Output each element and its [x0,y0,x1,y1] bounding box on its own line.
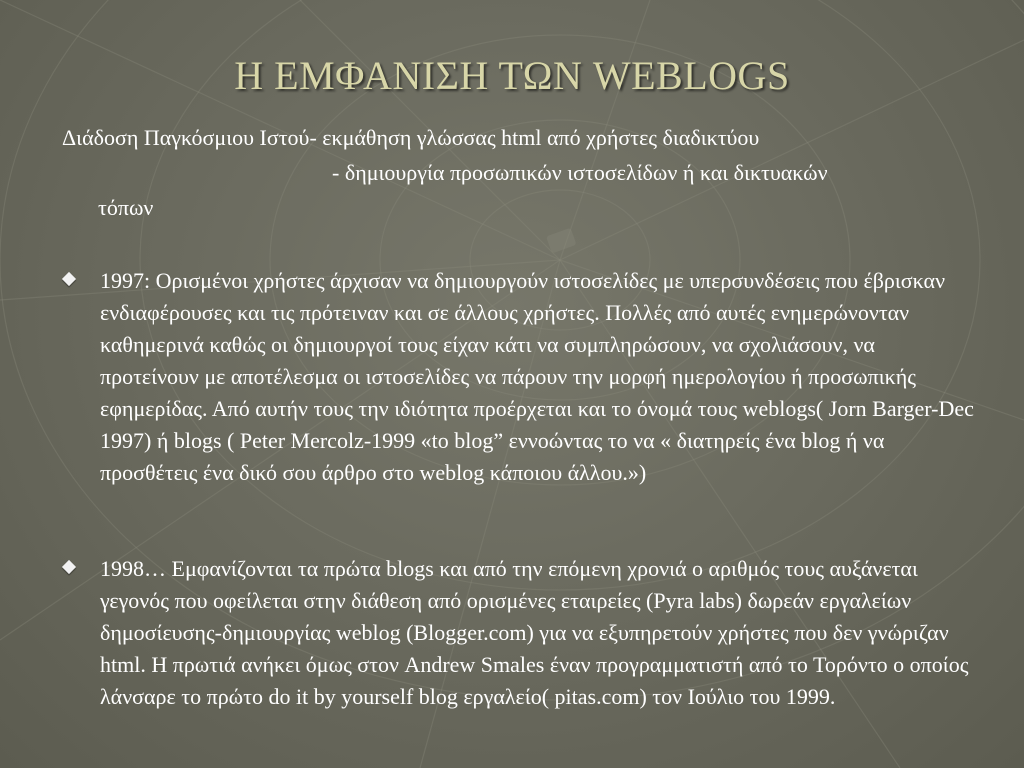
intro-paragraph [62,120,962,225]
diamond-bullet-icon [62,272,76,286]
bullet-text [100,265,974,489]
bullet-text [100,553,974,713]
bullet-lead: 1998… [100,556,166,581]
intro-line-3: τόπων [98,195,154,220]
bullet-body: Εμφανίζονται τα πρώτα blogs και από την επόμενη χρονιά ο αριθμός τους αυξάνεται γεγονός που οφείλεται στην διάθεση από ορισμένες εταιρείες (Pyra labs) δωρεάν εργαλείων δημοσίευσης-δημιουργίας weblog (Blogger.com) για να εξυπηρετούν χρήστες που δεν γνώριζαν html. Η πρωτιά ανήκει όμως στον Andrew Smales έναν προγραμματιστή από το Τορόντο ο οποίος λάνσαρε το πρώτο do it by yourself blog εργαλείο( pitas.com) τον Ιούλιο του [100,556,969,709]
bullet-1997 [64,265,974,489]
bullet-1998 [64,553,974,713]
bullet-year-end: 1999 [785,684,830,709]
bullet-body: : Ορισμένοι χρήστες άρχισαν να δημιουργούν ιστοσελίδες με υπερσυνδέσεις που έβρισκαν ενδιαφέρουσες και τις πρότειναν και σε άλλους χρήστες. Πολλές από αυτές ενημερώνονταν καθημερινά καθώς οι δημιουργοί τους είχαν κάτι να συμπληρώσουν, να σχολιάσουν, να προτείνουν με αποτέλεσμα οι ιστοσελίδες να πάρουν την μορφή ημερολογίου ή προσωπικής εφημερίδας. Από αυτήν τους την ιδιότητα προέρχεται και το όνομά τους weblogs( Jorn Barger-Dec 1997) ή blogs ( Peter Mercolz-1999 «to blog” εννοώντας το να « διατηρείς ένα blog ή να προσθέτεις ένα δικό σου άρθρο στο weblog κάποιου άλλου.») [100,268,974,485]
bullet-lead: 1997 [100,268,144,293]
slide-title: Η ΕΜΦΑΝΙΣΗ ΤΩΝ WEBLOGS [234,53,790,98]
intro-line-1: Διάδοση Παγκόσμιου Ιστού- εκμάθηση γλώσσας html από χρήστες διαδικτύου [62,125,760,150]
intro-line-2: - δημιουργία προσωπικών ιστοσελίδων ή και δικτυακών [332,160,828,185]
bullet-period: . [829,684,836,709]
diamond-bullet-icon [62,560,76,574]
